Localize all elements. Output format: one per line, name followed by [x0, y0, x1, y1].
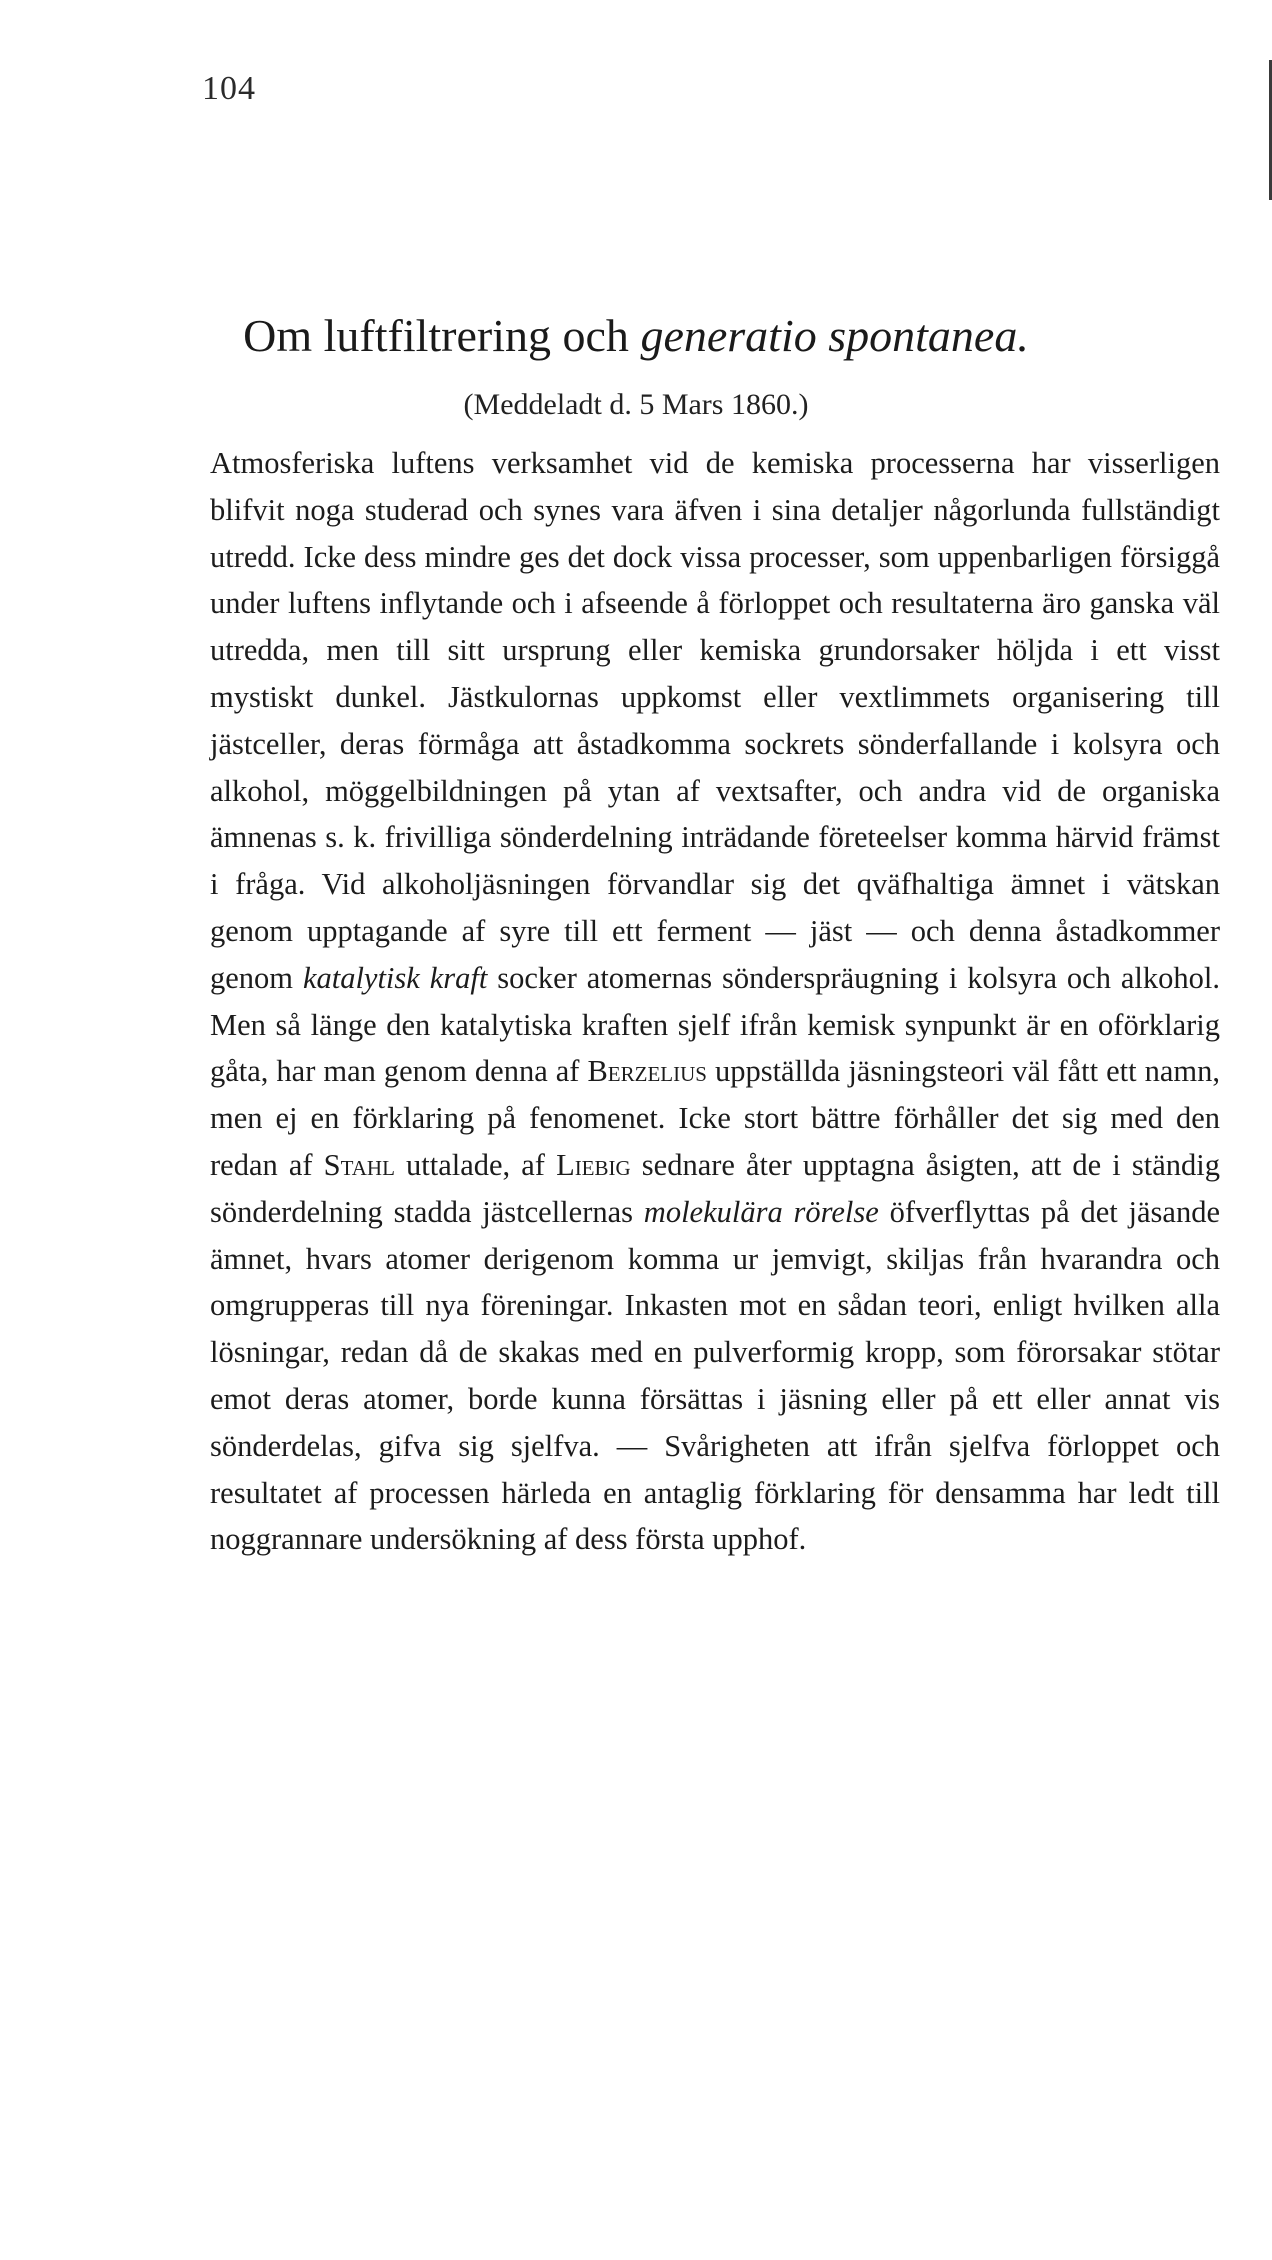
- name-liebig: Liebig: [556, 1147, 631, 1182]
- article-title-roman: Om luftfiltrering och: [243, 310, 641, 361]
- paragraph-text-5: sednare åter upptagna åsigten, att de i ständig sönderdelning stadda jästcellernas: [210, 1147, 1220, 1229]
- paragraph-text-4: uttalade, af: [394, 1147, 557, 1182]
- article-title-italic: generatio spontanea.: [640, 310, 1029, 361]
- paragraph-text-3: uppställda jäsningsteori väl fått ett namn, men ej en förklaring på fenomenet. Icke stort bättre förhåller det sig med den redan af: [210, 1054, 1220, 1182]
- page-number: 104: [202, 70, 256, 107]
- name-berzelius: Berzelius: [587, 1054, 707, 1089]
- article-title: [0, 306, 1272, 366]
- italic-term-molekular: molekulära rörelse: [643, 1194, 879, 1229]
- name-stahl: Stahl: [323, 1147, 395, 1182]
- italic-term-katalytisk: katalytisk kraft: [302, 960, 488, 995]
- paragraph-text-6: öfverflyttas på det jäsande ämnet, hvars atomer derigenom komma ur jemvigt, skiljas från hvarandra och omgrupperas till nya föreningar. Inkasten mot en sådan teori, enligt hvilken alla lösningar, redan då de skakas med en pulverformig kropp, som förorsakar stötar emot deras atomer, borde kunna försättas i jäsning eller på ett eller annat vis sönderdelas, gifva sig sjelfva. — Svårigheten att ifrån sjelfva förloppet och resultatet af processen härleda en antaglig förklaring för densamma har ledt till noggrannare undersökning af dess första upphof.: [210, 1194, 1220, 1557]
- paragraph-text-1: Atmosferiska luftens verksamhet vid de kemiska processerna har visserligen blifvit noga studerad och synes vara äfven i sina detaljer någorlunda fullständigt utredd. Icke dess mindre ges det dock vissa processer, som uppenbarligen försiggå under luftens inflytande och i afseende å förloppet och resultaterna äro ganska väl utredda, men till sitt ursprung eller kemiska grundorsaker höljda i ett visst mystiskt dunkel. Jästkulornas uppkomst eller vextlimmets organisering till jästceller, deras förmåga att åstadkomma sockrets sönderfallande i kolsyra och alkohol, möggelbildningen på ytan af vextsafter, och andra vid de organiska ämnenas s. k. frivilliga sönderdelning inträdande företeelser komma härvid främst i fråga. Vid alkoholjäsningen förvandlar sig det qväfhaltiga ämnet i vätskan genom upptagande af syre till ett ferment — jäst — och denna åstadkommer genom: [210, 446, 1220, 995]
- article-paragraph: [210, 440, 1220, 1563]
- paragraph-text-2: socker atomernas sönderspräugning i kolsyra och alkohol. Men så länge den katalytiska kraften sjelf ifrån kemisk synpunkt är en oförklarig gåta, har man genom denna af: [210, 960, 1220, 1089]
- article-dateline: (Meddeladt d. 5 Mars 1860.): [463, 388, 809, 421]
